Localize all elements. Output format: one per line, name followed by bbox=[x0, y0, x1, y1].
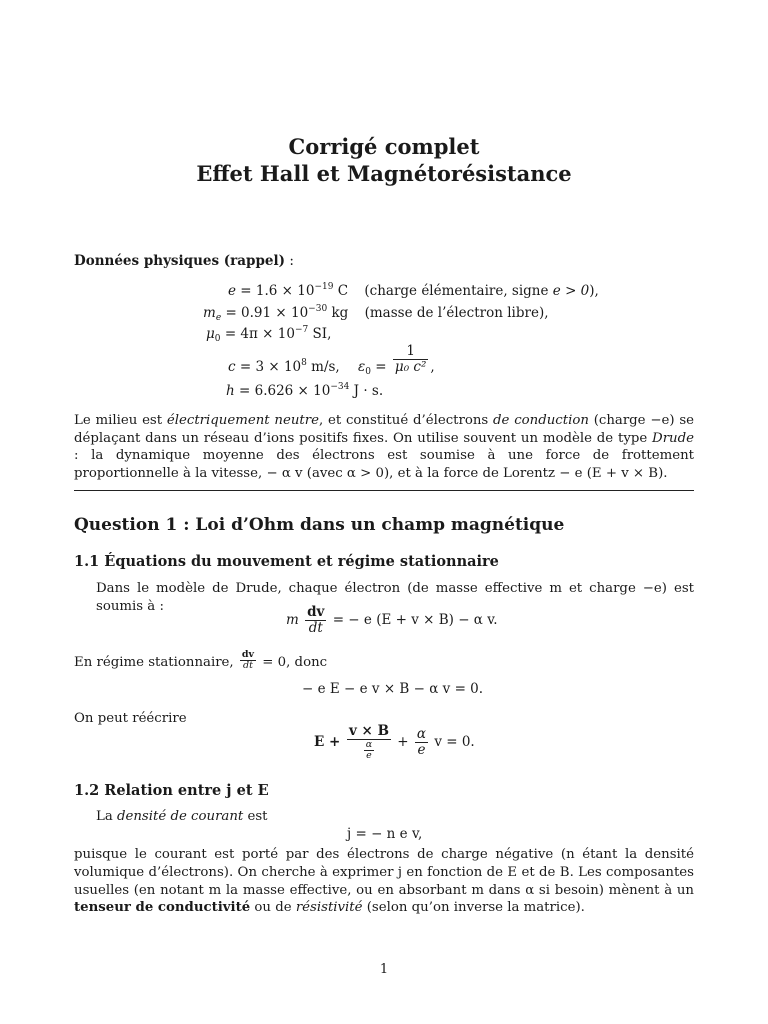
eq1-den: dt bbox=[308, 620, 323, 636]
eq3-frac1-den bbox=[347, 740, 391, 761]
stationary-derivative bbox=[240, 650, 256, 671]
e-symbol: e bbox=[228, 283, 236, 299]
eps-numerator: 1 bbox=[393, 344, 428, 360]
h-unit: J · s. bbox=[349, 383, 384, 399]
c-symbol: c bbox=[228, 359, 236, 375]
intro-text: , et constitué d’électrons bbox=[318, 413, 494, 428]
eq3-e-term: E + bbox=[314, 734, 346, 750]
c-exponent: 8 bbox=[301, 358, 307, 368]
eps-end: , bbox=[430, 359, 435, 375]
s11-intro-text: Dans le modèle de Drude, chaque électron (de masse effective m et charge −e) est soumis à : bbox=[96, 581, 694, 614]
eq3-fraction-2 bbox=[415, 727, 428, 758]
eq3-end: v = 0. bbox=[434, 734, 475, 750]
eq3-frac2-den: e bbox=[417, 742, 426, 758]
mu-value: = 4π × 10 bbox=[224, 326, 295, 342]
s12-emph-resistivity: résistivité bbox=[295, 900, 363, 916]
s12-text: La bbox=[96, 809, 117, 824]
eps-denominator: μ₀ c² bbox=[394, 359, 427, 375]
data-label bbox=[74, 253, 294, 269]
eq3-inner-den: e bbox=[366, 750, 372, 761]
s12-paragraph bbox=[74, 846, 694, 917]
eq1-mass: m bbox=[286, 612, 299, 628]
s12-para-text: ou de bbox=[250, 900, 296, 916]
section-1-2-heading: 1.2 Relation entre j et E bbox=[74, 782, 269, 799]
me-note: (masse de l’électron libre), bbox=[364, 305, 549, 321]
eps-sub: 0 bbox=[365, 367, 372, 377]
e-exponent: −19 bbox=[314, 282, 334, 292]
equation-of-motion bbox=[286, 605, 498, 636]
s12-emph-current-density: densité de courant bbox=[116, 809, 244, 824]
h-symbol: h bbox=[226, 383, 235, 399]
h-exponent: −34 bbox=[330, 382, 350, 392]
eq3-inner-fraction bbox=[364, 740, 374, 761]
stationary-line bbox=[74, 650, 694, 672]
eps-symbol: ε bbox=[358, 359, 366, 375]
e-note-math: e > 0 bbox=[552, 283, 590, 299]
intro-paragraph bbox=[74, 412, 694, 482]
intro-text: (charge −e) se déplaçant dans un réseau d’ions positifs fixes. On utilise souvent un modèle de type bbox=[74, 413, 695, 446]
rewrite-text: On peut réécrire bbox=[74, 711, 187, 726]
stationary-text-end: = 0, donc bbox=[258, 655, 328, 670]
constant-mu bbox=[206, 326, 331, 342]
c-unit: m/s, bbox=[306, 359, 340, 375]
s12-text-end: est bbox=[243, 809, 268, 824]
s12-para-text-end: (selon qu’on inverse la matrice). bbox=[362, 900, 585, 916]
me-symbol: m bbox=[203, 305, 216, 321]
me-exponent: −30 bbox=[308, 304, 328, 314]
s12-para-text: puisque le courant est porté par des électrons de charge négative (n étant la densité volumique d’électrons). On cherche à exprimer j en fonction de E et de B. Les composantes usuelles (en notant m la masse effective, ou en absorbant m dans α si besoin) mènent à un bbox=[74, 847, 694, 898]
me-sub: e bbox=[215, 313, 222, 323]
mu-unit: SI, bbox=[308, 326, 332, 342]
title-line-2: Effet Hall et Magnétorésistance bbox=[196, 161, 572, 186]
horizontal-rule bbox=[74, 490, 694, 491]
mu-exponent: −7 bbox=[294, 325, 309, 335]
s12-intro-text bbox=[96, 808, 694, 826]
constant-c bbox=[228, 343, 435, 377]
eq1-derivative bbox=[305, 605, 326, 636]
stationary-text: En régime stationnaire, bbox=[74, 655, 238, 670]
constant-h bbox=[226, 383, 383, 399]
e-note-end: ), bbox=[589, 283, 599, 299]
eq1-num: dv bbox=[307, 604, 325, 620]
e-unit: C bbox=[333, 283, 349, 299]
stationary-num: dv bbox=[241, 649, 255, 660]
page-number: 1 bbox=[379, 962, 389, 977]
mu-symbol: μ bbox=[206, 326, 215, 342]
eq3-fraction-1 bbox=[347, 724, 391, 761]
h-value: = 6.626 × 10 bbox=[239, 383, 331, 399]
intro-text: : la dynamique moyenne des électrons est soumise à une force de frottement proportionnelle à la vitesse, − α v (avec α > 0), et à la force de Lorentz − e (E + v × B). bbox=[74, 448, 694, 481]
constant-e bbox=[228, 283, 599, 299]
intro-text: Le milieu est bbox=[74, 413, 167, 428]
mu-sub: 0 bbox=[214, 334, 221, 344]
data-label-bold: Données physiques (rappel) bbox=[74, 253, 286, 269]
stationary-den: dt bbox=[243, 660, 253, 671]
rewritten-equation bbox=[314, 724, 475, 761]
eq3-plus: + bbox=[397, 734, 413, 750]
intro-emph-drude: Drude bbox=[652, 430, 694, 446]
eps-equals: = bbox=[371, 359, 391, 375]
title-line-1: Corrigé complet bbox=[288, 134, 480, 159]
eq3-inner-num: α bbox=[365, 739, 373, 750]
constant-me bbox=[203, 305, 549, 321]
eps-fraction bbox=[393, 344, 428, 375]
eq3-frac1-num: v × B bbox=[349, 723, 389, 739]
intro-emph-conduction: de conduction bbox=[493, 413, 589, 428]
current-density-equation: j = − n e v, bbox=[347, 826, 423, 842]
c-value: = 3 × 10 bbox=[239, 359, 302, 375]
section-1-1-heading: 1.1 Équations du mouvement et régime stationnaire bbox=[74, 553, 499, 570]
eq3-frac2-num: α bbox=[416, 726, 427, 742]
e-value: = 1.6 × 10 bbox=[240, 283, 315, 299]
intro-emph-neutral: électriquement neutre bbox=[166, 413, 319, 428]
data-label-rest: : bbox=[285, 253, 294, 269]
me-unit: kg bbox=[327, 305, 349, 321]
stationary-equation: − e E − e v × B − α v = 0. bbox=[302, 681, 484, 697]
s12-bold-conductivity: tenseur de conductivité bbox=[74, 900, 251, 916]
question1-heading: Question 1 : Loi d’Ohm dans un champ magnétique bbox=[74, 515, 565, 535]
me-value: = 0.91 × 10 bbox=[225, 305, 309, 321]
e-note: (charge élémentaire, signe bbox=[364, 283, 553, 299]
eq1-rhs: = − e (E + v × B) − α v. bbox=[332, 612, 498, 628]
